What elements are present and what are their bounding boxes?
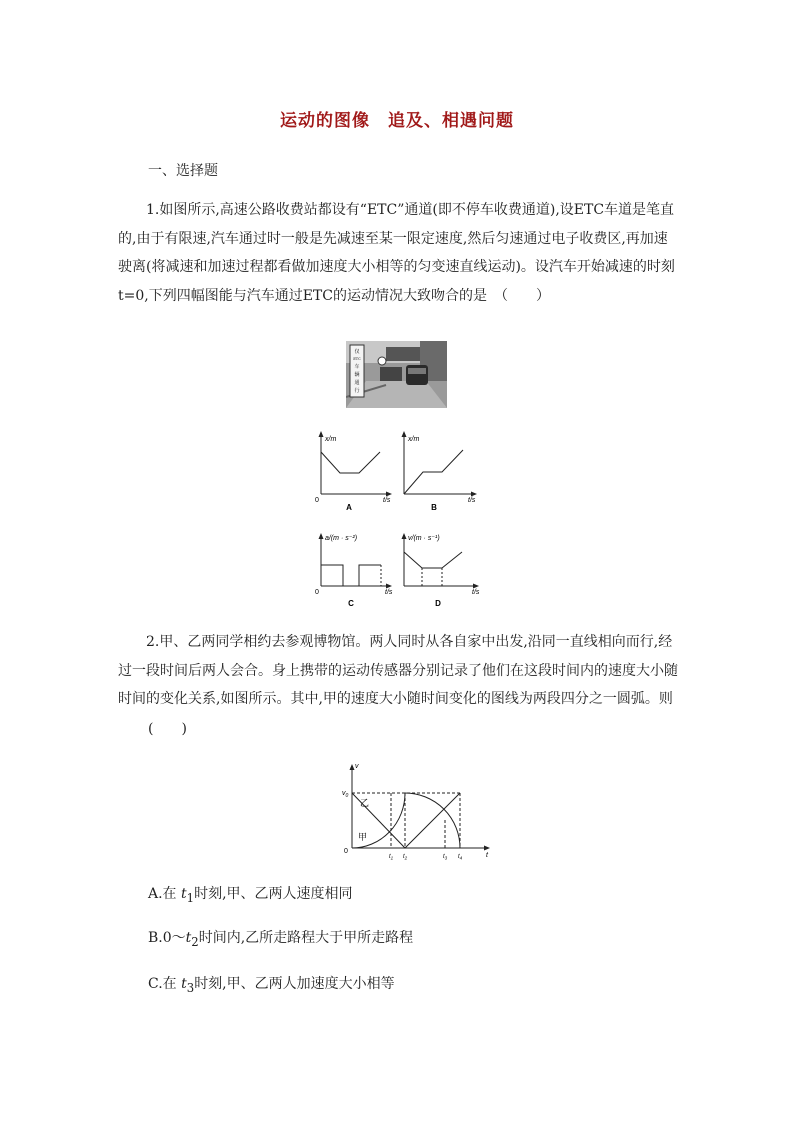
section-heading: 一、选择题 (148, 163, 218, 179)
vt-tick-t1: $t_1$ (389, 854, 394, 861)
graph-c-ylabel: a/(m · s⁻²) (325, 535, 358, 542)
option-a[interactable]: A.在 $t_1$时刻,甲、乙两人速度相同 (148, 886, 353, 905)
graph-a (305, 428, 395, 512)
sign-char-5: 通 (354, 380, 360, 386)
sign-char-4: 辆 (354, 372, 360, 378)
graph-c-xlabel: t/s (385, 589, 393, 596)
answer-parentheses: ( ) (148, 721, 187, 737)
graph-b-label: B (431, 503, 437, 512)
vt-origin: 0 (344, 848, 348, 855)
graph-a-origin: 0 (315, 497, 319, 504)
sign-char-2: ETC (353, 357, 361, 361)
vt-tick-t3: $t_3$ (443, 854, 448, 861)
graph-c-origin: 0 (315, 589, 319, 596)
graph-d-ylabel: v/(m · s⁻¹) (408, 535, 440, 542)
vt-ylabel: v (355, 763, 359, 770)
etc-toll-photo (346, 341, 447, 408)
option-c[interactable]: C.在 $t_3$时刻,甲、乙两人加速度大小相等 (148, 976, 395, 995)
graph-a-label: A (346, 503, 352, 512)
sign-char-6: 行 (354, 388, 360, 394)
option-b[interactable]: $B.0\sim t_2$时间内,乙所走路程大于甲所走路程 (148, 930, 414, 949)
graph-d-label: D (435, 599, 441, 608)
graph-b (390, 428, 480, 512)
graph-c-label: C (348, 599, 354, 608)
graph-c (305, 528, 397, 612)
graph-a-ylabel: x/m (325, 436, 337, 443)
sign-char-3: 车 (354, 364, 360, 370)
vt-tick-t4: $t_4$ (458, 854, 463, 861)
question-2-text: 2.甲、乙两同学相约去参观博物馆。两人同时从各自家中出发,沿同一直线相向而行,经过一段时间后两人会合。身上携带的运动传感器分别记录了他们在这段时间内的速度大小随时间的变化关系,如图所示。其中,甲的速度大小随时间变化的图线为两段四分之一圆弧。则 (118, 634, 678, 707)
graph-b-xlabel: t/s (468, 497, 476, 504)
graph-d-xlabel: t/s (472, 589, 480, 596)
vt-label-jia: 甲 (358, 832, 368, 842)
sign-char-1: 仅 (354, 349, 360, 355)
vt-v0: $v_0$ (342, 790, 349, 799)
graph-a-xlabel: t/s (383, 497, 391, 504)
vt-tick-t2: $t_2$ (403, 854, 408, 861)
graph-b-ylabel: x/m (408, 436, 420, 443)
page-title: 运动的图像 追及、相遇问题 (280, 111, 514, 131)
question-1-text: 1.如图所示,高速公路收费站都设有“ETC”通道(即不停车收费通道),设ETC车道是笔直的,由于有限速,汽车通过时一般是先减速至某一限定速度,然后匀速通过电子收费区,再加速驶离(将减速和加速过程都看做加速度大小相等的匀变速直线运动)。设汽车开始减速的时刻 t=0,下列四幅图能与汽车通过ETC的运动情况大致吻合的是 （ ） (118, 202, 675, 304)
graph-d (392, 528, 484, 612)
graph-vt (336, 760, 496, 866)
vt-xlabel: t (486, 852, 488, 859)
vt-label-yi: 乙 (360, 798, 370, 808)
